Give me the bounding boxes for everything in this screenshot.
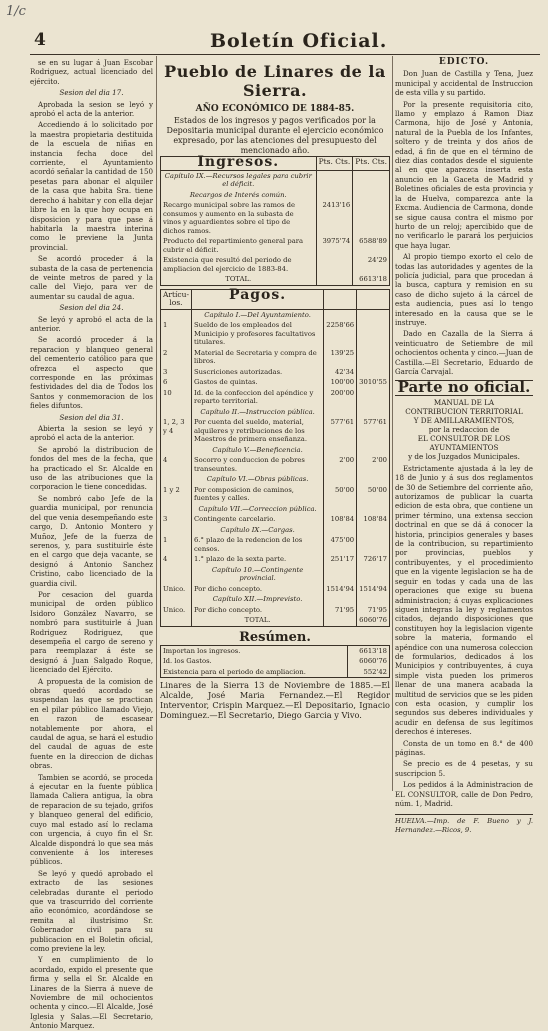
article-number: Unico.: [161, 584, 191, 595]
paragraph: Dado en Cazalla de la Sierra á veinticuatro de Setiembre de mil ochocientos ochenta y cinco.—Juan de Castilla.—El Secretario, Eduardo de García Carvajal.: [395, 329, 533, 376]
article-number: 3: [161, 367, 191, 378]
article-number: 1 y 2: [161, 485, 191, 504]
paragraph: Estrictamente ajustada á la ley de 18 de Junio y á sus dos reglamentos de 30 de Setiembre del corriente año, autorizamos de publicar la cuarta edicion de esta obra, que contiene un primer término, una extensa seccion doctrinal en que se dá á conocer la historia, principios generales y bases de la contribucion, su repartimiento por provincias, pueblos y contribuyentes, y el procedimiento que en la vigente legislacion se ha de seguir en todas y cada una de las operaciones que exige su buena administracion; á cuyas explicaciones siguen integras la ley y reglamentos citados, dejando disposiciones que constituyen hoy la legislacion vigente sobre la materia, formando el apéndice con una numerosa coleccion de formularios, dedicados á los Municipios y contribuyentes, á cuya simple vista pueden los primeros llenar de una manera acabada la multitud de servicios que se les piden con esta ocasion, y cumplir los segundos sus deberes individuales y acudir en defensa de sus legítimos derechos é intereses.: [395, 463, 533, 737]
left-column: [30, 58, 153, 1031]
row-subtotal: 6588'89: [359, 237, 387, 245]
paragraph: se en su lugar á Juan Escobar Rodriguez, actual licenciado del ejército.: [30, 58, 153, 86]
row-subtotal: 71'95: [367, 605, 387, 614]
row-subtotal: [357, 504, 389, 515]
page-header: [0, 0, 548, 52]
imprint: HUELVA.—Imp. de F. Bueno y J. Hernandez.—Ricos, 9.: [395, 814, 533, 834]
row-label: Capítulo II.—Instruccion pública.: [191, 407, 323, 418]
table-row: [161, 554, 389, 565]
table-row: [161, 584, 389, 595]
article-number: [161, 407, 191, 418]
paragraph: Tambien se acordó, se proceda á ejecutar en la fuente pública llamada Caliera antigua, la obra de reparacion de su tejado, grifos y blanqueo general del edificio, cuyo mal estado así lo reclama con urgencia, á cuyo fin el Sr. Alcalde dispondrá lo que sea más conveniente á los intereses públicos.: [30, 772, 153, 867]
row-amount: [316, 255, 353, 274]
row-label: Gastos de quintas.: [191, 377, 323, 388]
row-label: Existencia que resultó del periodo de ampliacion del ejercicio de 1883-84.: [161, 255, 316, 274]
paragraph: Por la presente requisitoria cito, llamo y emplazo á Ramon Diaz Carmona, hijo de José y Antonia, natural de la Puebla de los Infantes, soltero y de treinta y dos años de edad, á fin de que en el término de diez dias contados desde el siguiente al en que aparezca inserta esta anuncio en la Gaceta de Madrid y Boletines oficiales de esta provincia y la de Huelva, comparezca ante la Excma. Audiencia de Carmona, donde se sigue causa contra el mismo por hurto de un reloj; apercibido que de no verificarlo le parará los perjuicios que haya lugar.: [395, 99, 533, 250]
row-label: Contingente carcelario.: [191, 514, 323, 525]
table-row: [161, 474, 389, 485]
manual-heading: [395, 398, 533, 461]
row-subtotal: [357, 320, 389, 348]
row-label: Socorro y conduccion de pobres transeuntes.: [191, 455, 323, 474]
manual-line: Y DE AMILLARAMIENTOS,: [413, 415, 515, 425]
article-number: [161, 309, 191, 320]
row-subtotal: 50'00: [367, 485, 387, 494]
page-number: 4: [34, 30, 46, 50]
row-amount: 50'00: [324, 485, 357, 504]
row-label: Existencia para el periodo de ampliacion.: [161, 667, 348, 678]
row-amount: [324, 594, 357, 605]
row-label: Capítulo V.—Beneficencia.: [191, 445, 323, 456]
table-row: [161, 485, 389, 504]
row-label: Por composicion de caminos, fuentes y calles.: [191, 485, 323, 504]
row-amount: 108'84: [324, 514, 357, 525]
row-amount: 3975'74: [316, 236, 353, 255]
row-subtotal: [357, 565, 389, 584]
row-subtotal: [357, 388, 389, 407]
row-amount: 577'61: [324, 417, 357, 445]
paragraph: Don Juan de Castilla y Tena, Juez municipal y accidental de Instruccion de esta villa y su partido.: [395, 69, 533, 98]
row-amount: 42'34: [324, 367, 357, 378]
pagos-table: [160, 286, 390, 627]
article-number: [161, 445, 191, 456]
article-number: 1: [161, 535, 191, 554]
article-number: [161, 565, 191, 584]
table-row: [161, 445, 389, 456]
manual-line: EL CONSULTOR DE LOS AYUNTAMIENTOS: [417, 433, 511, 452]
paragraph: Y en cumplimiento de lo acordado, expido el presente que firma y sella el Sr. Alcalde en Linares de la Sierra á nueve de Noviembre de mil ochocientos ochenta y cinco.—El Alcalde, José Iglesia y Salas.—El Secretario, Antonio Marquez.: [30, 955, 153, 1031]
table-row: [161, 594, 389, 605]
paragraph: Se leyó y quedó aprobado el extracto de las sesiones celebradas durante el periodo que va trascurrido del corriente año económico, acordándose se remita al ilustrísimo Sr. Gobernador civil para su publicacion en el Boletin oficial, como previene la ley.: [30, 868, 153, 953]
row-amount: 2413'16: [316, 200, 353, 236]
row-amount: [324, 445, 357, 456]
table-row: [161, 236, 389, 255]
article-number: 4: [161, 455, 191, 474]
row-label: Suscriciones autorizadas.: [191, 367, 323, 378]
total-label: TOTAL.: [191, 615, 323, 626]
table-row: [161, 367, 389, 378]
row-amount: [324, 565, 357, 584]
row-label: Recargos de Interés común.: [161, 190, 316, 201]
ingresos-table: [160, 156, 390, 286]
row-label: Material de Secretaria y compra de libros.: [191, 348, 323, 367]
column-divider: [392, 56, 393, 791]
table-row: [161, 200, 389, 236]
row-amount: 200'00: [324, 388, 357, 407]
row-label: Capítulo 10.—Contingente provincial.: [191, 565, 323, 584]
row-subtotal: 1514'94: [359, 584, 387, 593]
row-subtotal: [357, 367, 389, 378]
column-divider: [156, 56, 157, 791]
row-label: Capítulo VI.—Obras públicas.: [191, 474, 323, 485]
article-number: [161, 594, 191, 605]
row-subtotal: [357, 348, 389, 367]
manual-line: por la redaccion de: [428, 424, 500, 434]
row-label: Producto del repartimiento general para cubrir el déficit.: [161, 236, 316, 255]
row-label: Capítulo IX.—Cargas.: [191, 525, 323, 536]
table-row: [161, 605, 389, 616]
row-subtotal: [357, 407, 389, 418]
pagos-heading: Pagos.: [229, 286, 287, 303]
paragraph: Abierta la sesion se leyó y aprobó el acta de la anterior.: [30, 424, 153, 443]
row-subtotal: 24'29: [367, 256, 387, 264]
table-row: [161, 656, 389, 667]
row-label: Capítulo IX.—Recursos legales para cubrir el déficit.: [161, 170, 316, 190]
row-amount: 251'17: [324, 554, 357, 565]
row-amount: 1514'94: [324, 584, 357, 595]
row-subtotal: [353, 170, 389, 190]
table-row: [161, 504, 389, 515]
parte-no-oficial-title: Parte no oficial.: [395, 380, 533, 395]
table-row: [161, 646, 389, 657]
table-row: [161, 309, 389, 320]
manual-line: y de los Juzgados Municipales.: [408, 451, 520, 461]
fiscal-year: AÑO ECONÓMICO DE 1884-85.: [195, 104, 355, 114]
row-subtotal: [357, 535, 389, 554]
article-number: 4: [161, 554, 191, 565]
row-amount: 6060'76: [359, 657, 387, 665]
row-amount: [324, 474, 357, 485]
pts-col-header: Pts. Cts.: [316, 157, 353, 170]
paragraph: Aprobada la sesion se leyó y aprobó el acta de la anterior.: [30, 99, 153, 119]
row-amount: [316, 190, 353, 201]
resumen-table: [160, 645, 390, 679]
paragraph: Se nombró cabo Jefe de la guardia municipal, por renuncia del que venia desempeñando este cargo, D. Antonio Montero y Muñoz, Jefe de la fuerza de serenos, y, para sustituirle éste en el cargo que deja vacante, se designó á Antonio Sanchez Cristino, cabo licenciado de la guardia civil.: [30, 493, 153, 588]
paragraph: Se aprobó la distribucion de fondos del mes de la fecha, que ha practicado el Sr. Alcalde en uso de las atribuciones que la corporacion le tiene concedidas.: [30, 444, 153, 492]
signature-footer: Linares de la Sierra 13 de Noviembre de 1885.—El Alcalde, José Maria Fernandez.—El Regidor Interventor, Crispin Marquez.—El Depositario, Ignacio Dominguez.—El Secretario, Diego Garcia y Vivo.: [160, 680, 390, 720]
edicto-title: EDICTO.: [438, 57, 490, 67]
table-row: [161, 190, 389, 201]
row-label: Id. los Gastos.: [161, 656, 348, 667]
row-subtotal: [357, 474, 389, 485]
masthead-title: Boletín Oficial.: [210, 30, 388, 52]
row-label: Recargo municipal sobre las ramos de consumos y aumento en la subasta de vinos y aguardientes sobre el tipo de dichos ramos.: [161, 200, 316, 236]
row-subtotal: 726'17: [363, 555, 387, 563]
article-number: [161, 474, 191, 485]
row-label: Importan los ingresos.: [161, 646, 348, 657]
total-label: TOTAL.: [161, 274, 316, 285]
table-row: [161, 407, 389, 418]
paragraph: A propuesta de la comision de obras quedó acordado se suspendan las que se practican en el pilar público llamado Viejo, en razon de escasear notablemente por ahora, el caudal de agua, se hará el estudio del caudal de aguas de este fuente en la direccion de dichas obras.: [30, 676, 153, 771]
resumen-heading: Resúmen.: [239, 629, 311, 645]
row-label: Por cuenta del sueldo, material, alquileres y retribuciones de los Maestros de primera enseñanza.: [191, 417, 323, 445]
article-number: Unico.: [161, 605, 191, 616]
article-number: 3: [161, 514, 191, 525]
row-amount: 2'00: [324, 455, 357, 474]
handwritten-page-mark: 1/c: [6, 4, 26, 19]
total-value: 6060'76: [359, 616, 387, 624]
paragraph: Al propio tiempo exorto el celo de todas las autoridades y agentes de la policía judicial, para que procedan á la busca, captura y remision en su caso de dicho sujeto á la cárcel de esta audiencia, pues así lo tengo interesado en la causa que se le instruye.: [395, 252, 533, 327]
articulos-col-header: Artícu-los.: [161, 290, 191, 310]
paragraph: Se acordó proceder á la subasta de la casa de pertenencia de veinte metros de pared y la calle del Viejo, para ver de aumentar su caudal de agua.: [30, 254, 153, 301]
total-value: 6613'18: [359, 275, 387, 283]
session-heading: Sesion del dia 31.: [59, 412, 124, 422]
pts-col-header: Pts. Cts.: [353, 157, 389, 170]
article-number: [161, 504, 191, 515]
row-amount: 475'00: [324, 535, 357, 554]
manual-line: MANUAL DE LA: [433, 397, 495, 407]
row-amount: 100'00: [324, 377, 357, 388]
row-subtotal: 108'84: [363, 515, 387, 523]
table-row: [161, 514, 389, 525]
center-column: [160, 58, 390, 798]
table-row: [161, 535, 389, 554]
row-amount: 71'95: [324, 605, 357, 616]
paragraph: Los pedidos á la Administracion de EL CONSULTOR, calle de Don Pedro, núm. 1, Madrid.: [395, 780, 533, 809]
row-label: Sueldo de los empleados del Municipio y profesores facultativos titulares.: [191, 320, 323, 348]
row-subtotal: [357, 309, 389, 320]
paragraph: Se acordó proceder á la reparacion y blanqueo general del cementerio católico para que ofrezca el aspecto que corresponde en las próximas festividades del dia de Todos los Santos y conmemoracion de los fieles difuntos.: [30, 335, 153, 411]
row-amount: 2258'66: [324, 320, 357, 348]
table-row: [161, 377, 389, 388]
town-title: Pueblo de Linares de la Sierra.: [164, 62, 386, 100]
session-heading: Sesion del dia 24.: [59, 303, 124, 313]
article-number: 6: [161, 377, 191, 388]
article-number: 2: [161, 348, 191, 367]
row-subtotal: [357, 594, 389, 605]
paragraph: Se precio es de 4 pesetas, y su suscripcion 5.: [395, 759, 533, 778]
row-label: Por dicho concepto.: [191, 605, 323, 616]
header-rule: [30, 54, 540, 55]
row-subtotal: 3010'55: [359, 378, 387, 386]
table-row: [161, 417, 389, 445]
row-subtotal: 2'00: [372, 456, 387, 464]
paragraph: Por cesacion del guarda municipal de orden público Isidoro González Navarro, se nombró para sustituirle á Juan Rodriguez Rodriguez, que desempeña el cargo de sereno y para reemplazar á éste se designó á Juan Salgado Roque, licenciado del Ejército.: [30, 589, 153, 675]
ingresos-heading: Ingresos.: [197, 154, 280, 170]
session-heading: Sesion del dia 17.: [59, 88, 124, 98]
manual-line: CONTRIBUCION TERRITORIAL: [405, 406, 523, 416]
table-row: [161, 388, 389, 407]
row-amount: [324, 407, 357, 418]
right-column: [395, 57, 533, 834]
row-amount: 139'25: [324, 348, 357, 367]
row-label: Capítulo XII.—Imprevisto.: [191, 594, 323, 605]
row-amount: [324, 525, 357, 536]
table-row: [161, 565, 389, 584]
table-row: [161, 525, 389, 536]
article-number: 10: [161, 388, 191, 407]
article-number: 1, 2, 3 y 4: [161, 417, 191, 445]
row-amount: 6613'18: [359, 646, 387, 655]
article-number: [161, 525, 191, 536]
paragraph: Accediendo á lo solicitado por la maestra propietaria destituida de la escuela de niñas en instancia fecha doce del corriente, el Ayuntamiento acordó señalar la cantidad de 150 pesetas para abonar el alquiler de la casa que habita Sra. tiene derecho á habitar y con ella dejar libre la en la que hoy ocupa en disposicion y para que pase á habitarla la maestra interina como le previene la Junta provincial.: [30, 120, 153, 252]
paragraph: Consta de un tomo en 8.° de 400 páginas.: [395, 738, 533, 757]
row-subtotal: [353, 190, 389, 201]
row-amount: [324, 309, 357, 320]
row-amount: [316, 170, 353, 190]
row-label: Capítulo VII.—Correccion pública.: [191, 504, 323, 515]
article-number: 1: [161, 320, 191, 348]
row-label: Capítulo I.—Del Ayuntamiento.: [191, 309, 323, 320]
row-label: Por dicho concepto.: [191, 584, 323, 595]
table-row: [161, 255, 389, 274]
table-row: [161, 320, 389, 348]
edicto-body: [395, 69, 533, 376]
row-subtotal: [357, 525, 389, 536]
row-label: 1.° plazo de la sexta parte.: [191, 554, 323, 565]
row-subtotal: [357, 445, 389, 456]
row-label: Id. de la confeccion del apéndice y reparto territorial.: [191, 388, 323, 407]
table-row: [161, 667, 389, 678]
manual-body: [395, 464, 533, 809]
row-amount: 552'42: [363, 667, 387, 676]
row-subtotal: 577'61: [363, 418, 387, 426]
report-description: Estados de los ingresos y pagos verificados por la Depositaria municipal durante el ejercicio económico expresado, por las atenciones del presupuesto del mencionado año.: [166, 116, 384, 155]
paragraph: Se leyó y aprobó el acta de la anterior.: [30, 314, 153, 333]
row-amount: [324, 504, 357, 515]
table-row: [161, 455, 389, 474]
table-row: [161, 170, 389, 190]
row-subtotal: [353, 200, 389, 236]
table-row: [161, 348, 389, 367]
row-label: 6.° plazo de la redencion de los censos.: [191, 535, 323, 554]
